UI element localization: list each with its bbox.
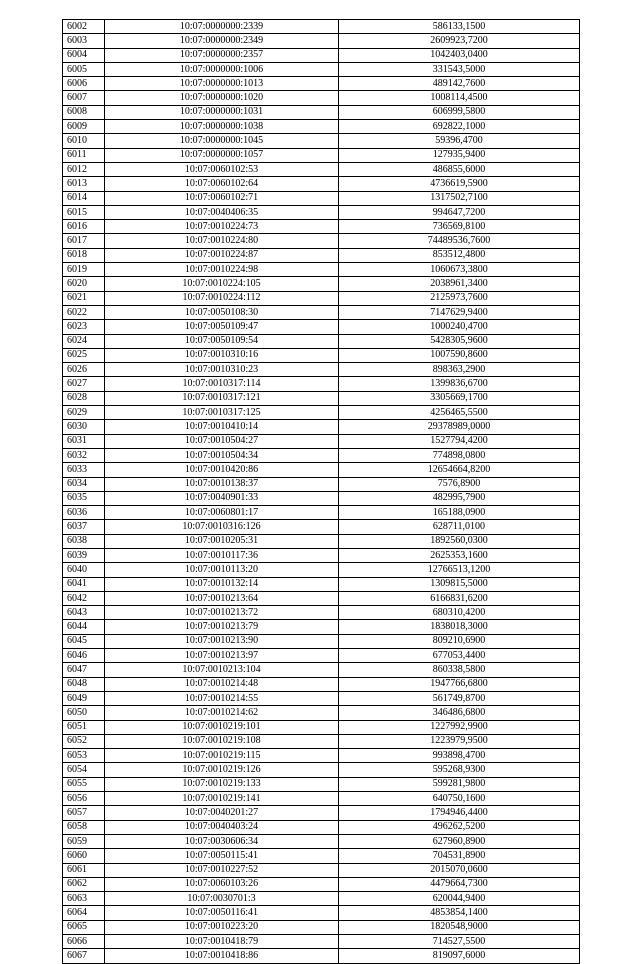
- area-value-cell: 627960,8900: [339, 834, 580, 848]
- cadastral-number-cell: 10:07:0060801:17: [105, 506, 339, 520]
- cadastral-number-cell: 10:07:0010227:52: [105, 863, 339, 877]
- table-row: [63, 863, 580, 877]
- cadastral-number-cell: 10:07:0050108:30: [105, 305, 339, 319]
- area-value-cell: 620044,9400: [339, 892, 580, 906]
- cadastral-number-cell: 10:07:0010310:16: [105, 348, 339, 362]
- area-value-cell: 1947766,6800: [339, 677, 580, 691]
- cadastral-number-cell: 10:07:0030606:34: [105, 834, 339, 848]
- row-number-cell: 6055: [63, 777, 105, 791]
- area-value-cell: 1309815,5000: [339, 577, 580, 591]
- table-row: [63, 48, 580, 62]
- cadastral-number-cell: 10:07:0010117:36: [105, 548, 339, 562]
- cadastral-number-cell: 10:07:0010316:126: [105, 520, 339, 534]
- table-row: [63, 677, 580, 691]
- cadastral-number-cell: 10:07:0010213:79: [105, 620, 339, 634]
- area-value-cell: 5428305,9600: [339, 334, 580, 348]
- row-number-cell: 6056: [63, 792, 105, 806]
- cadastral-number-cell: 10:07:0010219:141: [105, 792, 339, 806]
- table-row: [63, 606, 580, 620]
- table-row: [63, 949, 580, 963]
- table-row: [63, 420, 580, 434]
- area-value-cell: 1008114,4500: [339, 91, 580, 105]
- area-value-cell: 1317502,7100: [339, 191, 580, 205]
- table-row: [63, 91, 580, 105]
- table-row: [63, 720, 580, 734]
- row-number-cell: 6060: [63, 849, 105, 863]
- cadastral-number-cell: 10:07:0000000:1006: [105, 62, 339, 76]
- area-value-cell: 853512,4800: [339, 248, 580, 262]
- cadastral-number-cell: 10:07:0010224:105: [105, 277, 339, 291]
- area-value-cell: 74489536,7600: [339, 234, 580, 248]
- area-value-cell: 1399836,6700: [339, 377, 580, 391]
- cadastral-number-cell: 10:07:0010224:73: [105, 220, 339, 234]
- cadastral-number-cell: 10:07:0060102:71: [105, 191, 339, 205]
- row-number-cell: 6030: [63, 420, 105, 434]
- cadastral-number-cell: 10:07:0000000:1045: [105, 134, 339, 148]
- table-row: [63, 534, 580, 548]
- row-number-cell: 6026: [63, 363, 105, 377]
- cadastral-number-cell: 10:07:0000000:2349: [105, 34, 339, 48]
- cadastral-number-cell: 10:07:0010310:23: [105, 363, 339, 377]
- area-value-cell: 1527794,4200: [339, 434, 580, 448]
- table-row: [63, 463, 580, 477]
- cadastral-number-cell: 10:07:0000000:2339: [105, 20, 339, 34]
- row-number-cell: 6005: [63, 62, 105, 76]
- table-row: [63, 263, 580, 277]
- table-row: [63, 663, 580, 677]
- area-value-cell: 1042403,0400: [339, 48, 580, 62]
- row-number-cell: 6067: [63, 949, 105, 963]
- row-number-cell: 6062: [63, 877, 105, 891]
- table-row: [63, 520, 580, 534]
- cadastral-table: [62, 19, 580, 964]
- cadastral-number-cell: 10:07:0000000:1057: [105, 148, 339, 162]
- area-value-cell: 489142,7600: [339, 77, 580, 91]
- area-value-cell: 1060673,3800: [339, 263, 580, 277]
- area-value-cell: 993898,4700: [339, 749, 580, 763]
- area-value-cell: 704531,8900: [339, 849, 580, 863]
- row-number-cell: 6009: [63, 120, 105, 134]
- row-number-cell: 6043: [63, 606, 105, 620]
- row-number-cell: 6035: [63, 491, 105, 505]
- table-row: [63, 491, 580, 505]
- table-row: [63, 406, 580, 420]
- row-number-cell: 6029: [63, 406, 105, 420]
- cadastral-number-cell: 10:07:0050109:54: [105, 334, 339, 348]
- area-value-cell: 127935,9400: [339, 148, 580, 162]
- row-number-cell: 6052: [63, 734, 105, 748]
- row-number-cell: 6050: [63, 706, 105, 720]
- row-number-cell: 6021: [63, 291, 105, 305]
- row-number-cell: 6061: [63, 863, 105, 877]
- table-row: [63, 34, 580, 48]
- row-number-cell: 6024: [63, 334, 105, 348]
- table-row: [63, 348, 580, 362]
- cadastral-number-cell: 10:07:0010138:37: [105, 477, 339, 491]
- area-value-cell: 1227992,9900: [339, 720, 580, 734]
- cadastral-number-cell: 10:07:0010504:27: [105, 434, 339, 448]
- cadastral-number-cell: 10:07:0010214:62: [105, 706, 339, 720]
- cadastral-number-cell: 10:07:0010219:115: [105, 749, 339, 763]
- row-number-cell: 6059: [63, 834, 105, 848]
- area-value-cell: 994647,7200: [339, 205, 580, 219]
- row-number-cell: 6039: [63, 548, 105, 562]
- area-value-cell: 898363,2900: [339, 363, 580, 377]
- table-row: [63, 877, 580, 891]
- table-row: [63, 563, 580, 577]
- row-number-cell: 6049: [63, 691, 105, 705]
- area-value-cell: 4736619,5900: [339, 177, 580, 191]
- row-number-cell: 6032: [63, 448, 105, 462]
- area-value-cell: 2609923,7200: [339, 34, 580, 48]
- table-row: [63, 320, 580, 334]
- area-value-cell: 640750,1600: [339, 792, 580, 806]
- table-row: [63, 706, 580, 720]
- table-row: [63, 177, 580, 191]
- table-body: [63, 20, 580, 964]
- cadastral-number-cell: 10:07:0040901:33: [105, 491, 339, 505]
- cadastral-number-cell: 10:07:0010224:80: [105, 234, 339, 248]
- area-value-cell: 599281,9800: [339, 777, 580, 791]
- table-row: [63, 763, 580, 777]
- cadastral-number-cell: 10:07:0010214:48: [105, 677, 339, 691]
- area-value-cell: 819097,6000: [339, 949, 580, 963]
- row-number-cell: 6012: [63, 162, 105, 176]
- table-row: [63, 220, 580, 234]
- cadastral-number-cell: 10:07:0010132:14: [105, 577, 339, 591]
- area-value-cell: 1007590,8600: [339, 348, 580, 362]
- row-number-cell: 6014: [63, 191, 105, 205]
- area-value-cell: 2038961,3400: [339, 277, 580, 291]
- table-row: [63, 734, 580, 748]
- table-row: [63, 205, 580, 219]
- row-number-cell: 6041: [63, 577, 105, 591]
- table-row: [63, 248, 580, 262]
- cadastral-number-cell: 10:07:0010205:31: [105, 534, 339, 548]
- table-row: [63, 849, 580, 863]
- row-number-cell: 6042: [63, 591, 105, 605]
- row-number-cell: 6047: [63, 663, 105, 677]
- row-number-cell: 6031: [63, 434, 105, 448]
- cadastral-number-cell: 10:07:0010224:98: [105, 263, 339, 277]
- table-row: [63, 162, 580, 176]
- table-row: [63, 391, 580, 405]
- area-value-cell: 692822,1000: [339, 120, 580, 134]
- area-value-cell: 677053,4400: [339, 649, 580, 663]
- area-value-cell: 6166831,6200: [339, 591, 580, 605]
- cadastral-number-cell: 10:07:0010420:86: [105, 463, 339, 477]
- table-row: [63, 506, 580, 520]
- row-number-cell: 6038: [63, 534, 105, 548]
- cadastral-number-cell: 10:07:0050115:41: [105, 849, 339, 863]
- row-number-cell: 6051: [63, 720, 105, 734]
- cadastral-number-cell: 10:07:0010213:64: [105, 591, 339, 605]
- table-row: [63, 591, 580, 605]
- row-number-cell: 6028: [63, 391, 105, 405]
- table-row: [63, 691, 580, 705]
- cadastral-number-cell: 10:07:0010219:101: [105, 720, 339, 734]
- cadastral-number-cell: 10:07:0060103:26: [105, 877, 339, 891]
- table-row: [63, 577, 580, 591]
- cadastral-number-cell: 10:07:0030701:3: [105, 892, 339, 906]
- row-number-cell: 6057: [63, 806, 105, 820]
- area-value-cell: 4256465,5500: [339, 406, 580, 420]
- row-number-cell: 6008: [63, 105, 105, 119]
- cadastral-number-cell: 10:07:0010213:90: [105, 634, 339, 648]
- row-number-cell: 6044: [63, 620, 105, 634]
- cadastral-number-cell: 10:07:0010219:108: [105, 734, 339, 748]
- cadastral-number-cell: 10:07:0050116:41: [105, 906, 339, 920]
- table-row: [63, 77, 580, 91]
- cadastral-number-cell: 10:07:0010418:86: [105, 949, 339, 963]
- cadastral-number-cell: 10:07:0010213:72: [105, 606, 339, 620]
- cadastral-number-cell: 10:07:0010504:34: [105, 448, 339, 462]
- area-value-cell: 2125973,7600: [339, 291, 580, 305]
- table-row: [63, 305, 580, 319]
- area-value-cell: 496262,5200: [339, 820, 580, 834]
- area-value-cell: 606999,5800: [339, 105, 580, 119]
- area-value-cell: 1223979,9500: [339, 734, 580, 748]
- cadastral-number-cell: 10:07:0010317:114: [105, 377, 339, 391]
- cadastral-number-cell: 10:07:0010219:133: [105, 777, 339, 791]
- table-row: [63, 120, 580, 134]
- cadastral-number-cell: 10:07:0040201:27: [105, 806, 339, 820]
- area-value-cell: 346486,6800: [339, 706, 580, 720]
- row-number-cell: 6004: [63, 48, 105, 62]
- row-number-cell: 6020: [63, 277, 105, 291]
- row-number-cell: 6054: [63, 763, 105, 777]
- table-row: [63, 649, 580, 663]
- row-number-cell: 6027: [63, 377, 105, 391]
- area-value-cell: 628711,0100: [339, 520, 580, 534]
- area-value-cell: 7147629,9400: [339, 305, 580, 319]
- cadastral-number-cell: 10:07:0010223:20: [105, 920, 339, 934]
- area-value-cell: 774898,0800: [339, 448, 580, 462]
- row-number-cell: 6058: [63, 820, 105, 834]
- cadastral-number-cell: 10:07:0010317:121: [105, 391, 339, 405]
- cadastral-number-cell: 10:07:0000000:2357: [105, 48, 339, 62]
- row-number-cell: 6046: [63, 649, 105, 663]
- cadastral-number-cell: 10:07:0040403:24: [105, 820, 339, 834]
- row-number-cell: 6007: [63, 91, 105, 105]
- table-row: [63, 148, 580, 162]
- table-row: [63, 477, 580, 491]
- table-row: [63, 363, 580, 377]
- area-value-cell: 7576,8900: [339, 477, 580, 491]
- table-row: [63, 792, 580, 806]
- table-row: [63, 434, 580, 448]
- table-row: [63, 777, 580, 791]
- area-value-cell: 486855,6000: [339, 162, 580, 176]
- cadastral-number-cell: 10:07:0010214:55: [105, 691, 339, 705]
- area-value-cell: 714527,5500: [339, 935, 580, 949]
- table-row: [63, 134, 580, 148]
- area-value-cell: 595268,9300: [339, 763, 580, 777]
- cadastral-number-cell: 10:07:0010418:79: [105, 935, 339, 949]
- area-value-cell: 680310,4200: [339, 606, 580, 620]
- row-number-cell: 6016: [63, 220, 105, 234]
- row-number-cell: 6018: [63, 248, 105, 262]
- area-value-cell: 3305669,1700: [339, 391, 580, 405]
- table-row: [63, 749, 580, 763]
- table-row: [63, 920, 580, 934]
- table-row: [63, 20, 580, 34]
- area-value-cell: 59396,4700: [339, 134, 580, 148]
- area-value-cell: 12654664,8200: [339, 463, 580, 477]
- table-row: [63, 935, 580, 949]
- row-number-cell: 6065: [63, 920, 105, 934]
- area-value-cell: 1000240,4700: [339, 320, 580, 334]
- cadastral-number-cell: 10:07:0010410:14: [105, 420, 339, 434]
- table-row: [63, 334, 580, 348]
- table-row: [63, 234, 580, 248]
- cadastral-number-cell: 10:07:0000000:1013: [105, 77, 339, 91]
- row-number-cell: 6048: [63, 677, 105, 691]
- row-number-cell: 6053: [63, 749, 105, 763]
- area-value-cell: 4853854,1400: [339, 906, 580, 920]
- area-value-cell: 809210,6900: [339, 634, 580, 648]
- cadastral-number-cell: 10:07:0010219:126: [105, 763, 339, 777]
- area-value-cell: 4479664,7300: [339, 877, 580, 891]
- area-value-cell: 331543,5000: [339, 62, 580, 76]
- cadastral-number-cell: 10:07:0060102:64: [105, 177, 339, 191]
- area-value-cell: 736569,8100: [339, 220, 580, 234]
- row-number-cell: 6010: [63, 134, 105, 148]
- row-number-cell: 6034: [63, 477, 105, 491]
- row-number-cell: 6002: [63, 20, 105, 34]
- table-row: [63, 820, 580, 834]
- cadastral-number-cell: 10:07:0040406:35: [105, 205, 339, 219]
- row-number-cell: 6037: [63, 520, 105, 534]
- cadastral-number-cell: 10:07:0010224:87: [105, 248, 339, 262]
- cadastral-number-cell: 10:07:0010317:125: [105, 406, 339, 420]
- table-row: [63, 892, 580, 906]
- area-value-cell: 165188,0900: [339, 506, 580, 520]
- area-value-cell: 2015070,0600: [339, 863, 580, 877]
- cadastral-number-cell: 10:07:0010213:104: [105, 663, 339, 677]
- cadastral-number-cell: 10:07:0050109:47: [105, 320, 339, 334]
- cadastral-number-cell: 10:07:0010113:20: [105, 563, 339, 577]
- table-row: [63, 906, 580, 920]
- row-number-cell: 6045: [63, 634, 105, 648]
- cadastral-number-cell: 10:07:0010224:112: [105, 291, 339, 305]
- area-value-cell: 860338,5800: [339, 663, 580, 677]
- table-row: [63, 277, 580, 291]
- row-number-cell: 6006: [63, 77, 105, 91]
- row-number-cell: 6033: [63, 463, 105, 477]
- row-number-cell: 6019: [63, 263, 105, 277]
- row-number-cell: 6040: [63, 563, 105, 577]
- table-row: [63, 448, 580, 462]
- table-row: [63, 291, 580, 305]
- area-value-cell: 12766513,1200: [339, 563, 580, 577]
- area-value-cell: 1794946,4400: [339, 806, 580, 820]
- cadastral-number-cell: 10:07:0000000:1020: [105, 91, 339, 105]
- area-value-cell: 586133,1500: [339, 20, 580, 34]
- cadastral-number-cell: 10:07:0000000:1031: [105, 105, 339, 119]
- area-value-cell: 1892560,0300: [339, 534, 580, 548]
- cadastral-number-cell: 10:07:0010213:97: [105, 649, 339, 663]
- table-row: [63, 806, 580, 820]
- row-number-cell: 6011: [63, 148, 105, 162]
- table-row: [63, 620, 580, 634]
- cadastral-number-cell: 10:07:0000000:1038: [105, 120, 339, 134]
- table-row: [63, 377, 580, 391]
- table-row: [63, 191, 580, 205]
- row-number-cell: 6025: [63, 348, 105, 362]
- row-number-cell: 6036: [63, 506, 105, 520]
- table-row: [63, 834, 580, 848]
- table-row: [63, 105, 580, 119]
- row-number-cell: 6003: [63, 34, 105, 48]
- area-value-cell: 561749,8700: [339, 691, 580, 705]
- row-number-cell: 6022: [63, 305, 105, 319]
- row-number-cell: 6064: [63, 906, 105, 920]
- table-row: [63, 634, 580, 648]
- cadastral-number-cell: 10:07:0060102:53: [105, 162, 339, 176]
- area-value-cell: 1820548,9000: [339, 920, 580, 934]
- row-number-cell: 6017: [63, 234, 105, 248]
- row-number-cell: 6063: [63, 892, 105, 906]
- row-number-cell: 6015: [63, 205, 105, 219]
- area-value-cell: 2625353,1600: [339, 548, 580, 562]
- row-number-cell: 6013: [63, 177, 105, 191]
- area-value-cell: 29378989,0000: [339, 420, 580, 434]
- area-value-cell: 1838018,3000: [339, 620, 580, 634]
- table-row: [63, 548, 580, 562]
- table-row: [63, 62, 580, 76]
- area-value-cell: 482995,7900: [339, 491, 580, 505]
- row-number-cell: 6023: [63, 320, 105, 334]
- row-number-cell: 6066: [63, 935, 105, 949]
